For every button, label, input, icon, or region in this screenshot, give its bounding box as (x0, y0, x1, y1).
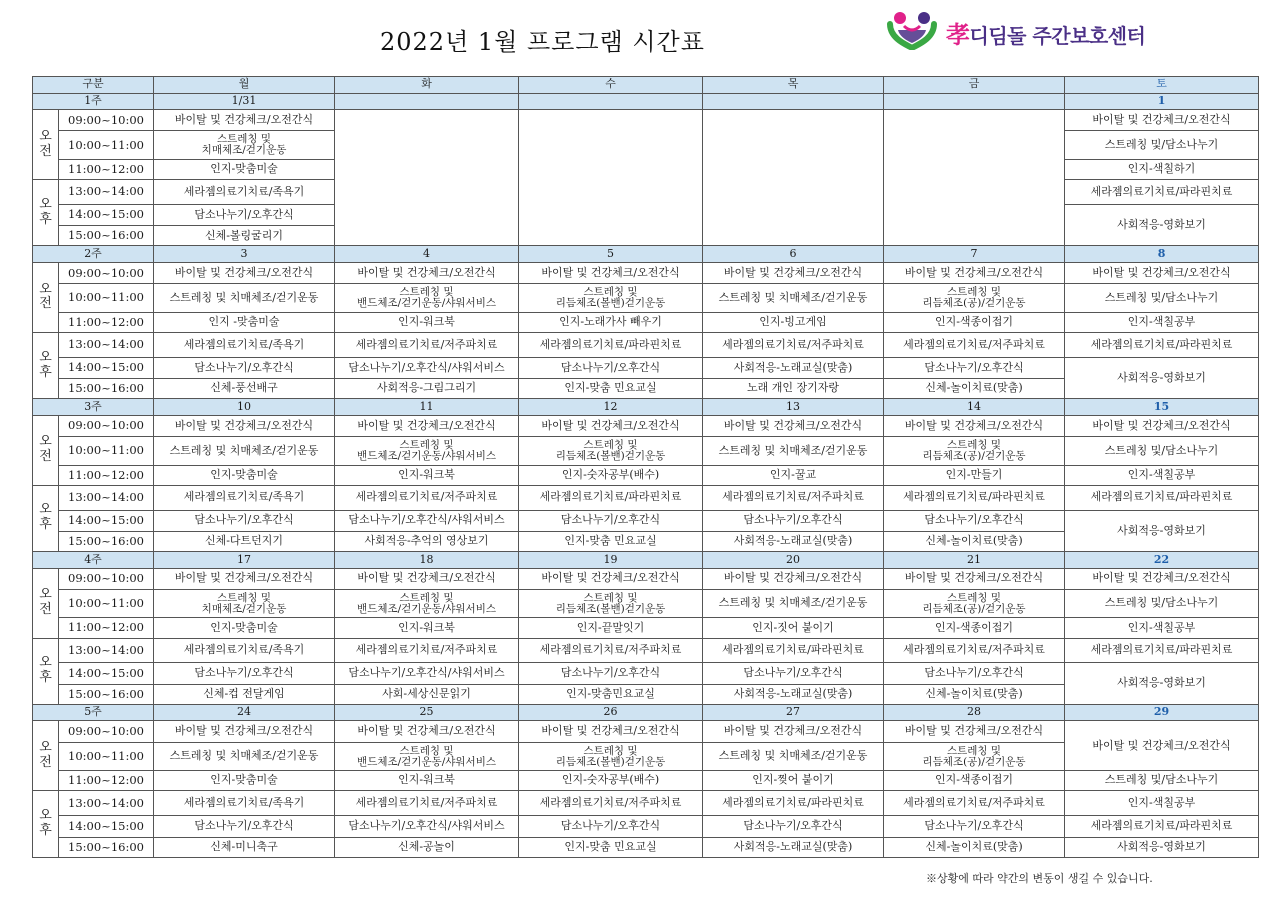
day-date: 6 (703, 246, 884, 263)
header-day: 월 (154, 77, 335, 94)
program-cell (884, 742, 1065, 770)
program-text: 밴드체조/걷기운동/샤워서비스 (357, 297, 496, 310)
heart-people-logo-icon (884, 10, 940, 54)
header-day: 화 (335, 77, 519, 94)
program-text: 리듬체조(볼밴)걷기운동 (555, 297, 666, 310)
program-cell: 세라젬의료기치료/파라핀치료 (1065, 180, 1259, 205)
time-row (33, 110, 1259, 131)
program-cell: 담소나누기/오후간식 (519, 663, 703, 684)
header-category: 구분 (33, 77, 154, 94)
program-cell: 담소나누기/오후간식 (884, 663, 1065, 684)
program-cell: 세라젬의료기치료/저주파치료 (703, 332, 884, 357)
time-slot: 13:00~14:00 (59, 180, 154, 205)
empty-cell (335, 110, 519, 246)
program-cell (335, 589, 519, 617)
program-cell: 담소나누기/오후간식 (519, 816, 703, 837)
time-slot: 13:00~14:00 (59, 485, 154, 510)
program-text: 스트레칭 및 (399, 744, 454, 757)
time-row (33, 721, 1259, 742)
program-text: 스트레칭 및 (399, 591, 454, 604)
program-cell: 담소나누기/오후간식 (703, 510, 884, 531)
program-cell (519, 284, 703, 312)
program-cell: 담소나누기/오후간식 (884, 357, 1065, 378)
program-cell: 담소나누기/오후간식/샤워서비스 (335, 357, 519, 378)
program-cell: 사회적응-영화보기 (1065, 663, 1259, 704)
page-title: 2022년 1월 프로그램 시간표 (380, 28, 705, 56)
program-text: 스트레칭 및 (583, 591, 638, 604)
schedule-table (32, 76, 1259, 858)
time-slot: 13:00~14:00 (59, 638, 154, 663)
program-cell: 세라젬의료기치료/파라핀치료 (884, 485, 1065, 510)
program-cell: 스트레칭 및/담소나누기 (1065, 131, 1259, 159)
time-row (33, 618, 1259, 638)
program-cell: 인지-맞춤 민요교실 (519, 837, 703, 857)
time-slot: 09:00~10:00 (59, 415, 154, 436)
time-row (33, 568, 1259, 589)
day-date: 24 (154, 704, 335, 721)
program-cell: 바이탈 및 건강체크/오전간식 (154, 110, 335, 131)
program-cell: 담소나누기/오후간식/샤워서비스 (335, 816, 519, 837)
program-cell: 세라젬의료기치료/저주파치료 (884, 638, 1065, 663)
program-cell: 스트레칭 및 치매체조/걷기운동 (703, 437, 884, 465)
program-cell: 바이탈 및 건강체크/오전간식 (1065, 568, 1259, 589)
empty-cell (884, 110, 1065, 246)
program-cell: 인지-색칠공부 (1065, 791, 1259, 816)
program-cell (335, 284, 519, 312)
program-text: 스트레칭 및 (216, 133, 272, 146)
time-slot: 14:00~15:00 (59, 357, 154, 378)
program-cell: 담소나누기/오후간식 (703, 816, 884, 837)
program-cell: 인지-숫자공부(배수) (519, 465, 703, 485)
week-label: 5주 (33, 704, 154, 721)
day-date: 28 (884, 704, 1065, 721)
program-cell: 사회적응-노래교실(맞춤) (703, 357, 884, 378)
program-text: 리듬체조(공)/걷기운동 (922, 755, 1026, 768)
time-slot: 15:00~16:00 (59, 684, 154, 704)
day-date: 26 (519, 704, 703, 721)
am-label: 오 전 (33, 110, 59, 180)
program-cell (519, 589, 703, 617)
day-date: 17 (154, 552, 335, 569)
time-row (33, 437, 1259, 465)
program-cell: 인지-노래가사 빼우기 (519, 312, 703, 332)
time-row (33, 589, 1259, 617)
program-cell: 신체-풍선배구 (154, 379, 335, 399)
program-cell: 바이탈 및 건강체크/오전간식 (519, 262, 703, 283)
program-cell: 신체-다트던지기 (154, 531, 335, 551)
program-cell: 세라젬의료기치료/저주파치료 (335, 485, 519, 510)
program-cell: 바이탈 및 건강체크/오전간식 (335, 568, 519, 589)
program-cell: 신체-미니축구 (154, 837, 335, 857)
program-cell: 스트레칭 및 치매체조/걷기운동 (154, 742, 335, 770)
time-slot: 10:00~11:00 (59, 284, 154, 312)
program-cell: 사회적응-영화보기 (1065, 510, 1259, 551)
day-date: 15 (1065, 399, 1259, 416)
program-cell: 인지-맞춤미술 (154, 618, 335, 638)
program-cell: 스트레칭 및/담소나누기 (1065, 589, 1259, 617)
program-cell: 바이탈 및 건강체크/오전간식 (335, 262, 519, 283)
program-cell: 바이탈 및 건강체크/오전간식 (335, 415, 519, 436)
program-cell: 세라젬의료기치료/저주파치료 (703, 485, 884, 510)
program-cell: 바이탈 및 건강체크/오전간식 (884, 262, 1065, 283)
program-cell: 사회적응-노래교실(맞춤) (703, 837, 884, 857)
pm-label: 오 후 (33, 791, 59, 858)
program-cell: 바이탈 및 건강체크/오전간식 (1065, 262, 1259, 283)
program-cell: 세라젬의료기치료/파라핀치료 (1065, 485, 1259, 510)
program-cell: 바이탈 및 건강체크/오전간식 (1065, 415, 1259, 436)
program-cell: 사회적응-영화보기 (1065, 837, 1259, 857)
program-cell: 세라젬의료기치료/파라핀치료 (1065, 332, 1259, 357)
program-cell: 인지-색칠공부 (1065, 465, 1259, 485)
header-day: 목 (703, 77, 884, 94)
program-cell: 바이탈 및 건강체크/오전간식 (703, 568, 884, 589)
time-slot: 15:00~16:00 (59, 531, 154, 551)
time-row (33, 510, 1259, 531)
program-cell: 신체-놀이치료(맞춤) (884, 684, 1065, 704)
program-cell: 스트레칭 및 치매체조/걷기운동 (703, 284, 884, 312)
time-slot: 14:00~15:00 (59, 663, 154, 684)
program-text: 밴드체조/걷기운동/샤워서비스 (357, 755, 496, 768)
day-date: 11 (335, 399, 519, 416)
program-cell: 인지-맞춤민요교실 (519, 684, 703, 704)
day-date: 4 (335, 246, 519, 263)
program-cell: 세라젬의료기치료/파라핀치료 (519, 332, 703, 357)
time-row (33, 357, 1259, 378)
program-cell: 세라젬의료기치료/파라핀치료 (1065, 816, 1259, 837)
day-date: 5 (519, 246, 703, 263)
empty-cell (703, 110, 884, 246)
week-row (33, 93, 1259, 110)
program-cell: 세라젬의료기치료/저주파치료 (335, 332, 519, 357)
time-slot: 11:00~12:00 (59, 159, 154, 179)
time-slot: 14:00~15:00 (59, 510, 154, 531)
program-cell: 인지-워크북 (335, 618, 519, 638)
week-row (33, 704, 1259, 721)
pm-label: 오 후 (33, 638, 59, 704)
program-cell: 인지 -맞춤미술 (154, 312, 335, 332)
program-cell: 세라젬의료기치료/저주파치료 (335, 638, 519, 663)
program-cell: 바이탈 및 건강체크/오전간식 (154, 721, 335, 742)
program-text: 리듬체조(공)/걷기운동 (922, 602, 1026, 615)
program-text: 스트레칭 및 (946, 744, 1002, 757)
time-slot: 10:00~11:00 (59, 131, 154, 159)
time-row (33, 284, 1259, 312)
day-date: 29 (1065, 704, 1259, 721)
time-row (33, 837, 1259, 857)
week-row (33, 399, 1259, 416)
time-slot: 13:00~14:00 (59, 332, 154, 357)
program-cell: 인지-숫자공부(배수) (519, 771, 703, 791)
program-text: 리듬체조(볼밴)걷기운동 (555, 755, 666, 768)
program-text: 치매체조/걷기운동 (201, 602, 287, 615)
program-cell: 바이탈 및 건강체크/오전간식 (703, 415, 884, 436)
program-cell: 스트레칭 및/담소나누기 (1065, 771, 1259, 791)
program-cell: 바이탈 및 건강체크/오전간식 (519, 568, 703, 589)
program-cell: 인지-색종이접기 (884, 771, 1065, 791)
program-cell: 신체-컵 전달게임 (154, 684, 335, 704)
week-label: 4주 (33, 552, 154, 569)
day-date: 10 (154, 399, 335, 416)
week-label: 3주 (33, 399, 154, 416)
day-date: 14 (884, 399, 1065, 416)
am-label: 오 전 (33, 568, 59, 638)
am-label: 오 전 (33, 415, 59, 485)
day-date (884, 93, 1065, 110)
program-text: 치매체조/걷기운동 (201, 144, 287, 157)
program-cell: 담소나누기/오후간식 (154, 663, 335, 684)
week-row (33, 552, 1259, 569)
program-cell: 세라젬의료기치료/파라핀치료 (703, 791, 884, 816)
program-cell: 담소나누기/오후간식/샤워서비스 (335, 663, 519, 684)
time-slot: 10:00~11:00 (59, 589, 154, 617)
program-cell: 인지-색종이접기 (884, 618, 1065, 638)
time-slot: 11:00~12:00 (59, 618, 154, 638)
program-text: 리듬체조(공)/걷기운동 (922, 449, 1026, 462)
program-cell: 바이탈 및 건강체크/오전간식 (1065, 110, 1259, 131)
time-slot: 10:00~11:00 (59, 437, 154, 465)
time-row (33, 465, 1259, 485)
program-cell: 인지-워크북 (335, 771, 519, 791)
program-cell: 신체-볼링굴리기 (154, 226, 335, 246)
program-cell: 인지-만들기 (884, 465, 1065, 485)
program-cell: 인지-맞춤미술 (154, 771, 335, 791)
header-day: 수 (519, 77, 703, 94)
program-text: 스트레칭 및 (583, 744, 638, 757)
footnote: ※상황에 따라 약간의 변동이 생길 수 있습니다. (926, 872, 1153, 885)
program-cell: 바이탈 및 건강체크/오전간식 (335, 721, 519, 742)
program-cell: 신체-놀이치료(맞춤) (884, 837, 1065, 857)
program-cell: 바이탈 및 건강체크/오전간식 (703, 262, 884, 283)
pm-label: 오 후 (33, 485, 59, 551)
program-cell: 담소나누기/오후간식 (884, 510, 1065, 531)
program-cell: 인지-워크북 (335, 465, 519, 485)
program-cell: 바이탈 및 건강체크/오전간식 (884, 415, 1065, 436)
header-day: 금 (884, 77, 1065, 94)
program-cell: 세라젬의료기치료/파라핀치료 (1065, 638, 1259, 663)
program-cell: 인지-꿀교 (703, 465, 884, 485)
program-cell: 담소나누기/오후간식 (519, 510, 703, 531)
day-date: 1 (1065, 93, 1259, 110)
time-slot: 14:00~15:00 (59, 816, 154, 837)
program-cell: 담소나누기/오후간식 (154, 510, 335, 531)
program-cell (335, 437, 519, 465)
program-text: 스트레칭 및 (216, 591, 272, 604)
program-cell (335, 742, 519, 770)
program-cell: 세라젬의료기치료/족욕기 (154, 180, 335, 205)
header-row (33, 77, 1259, 94)
program-cell: 사회적응-노래교실(맞춤) (703, 684, 884, 704)
time-row (33, 771, 1259, 791)
program-cell: 세라젬의료기치료/저주파치료 (884, 791, 1065, 816)
time-slot: 10:00~11:00 (59, 742, 154, 770)
program-cell (884, 284, 1065, 312)
time-slot: 13:00~14:00 (59, 791, 154, 816)
program-cell: 인지-색칠공부 (1065, 312, 1259, 332)
time-slot: 11:00~12:00 (59, 312, 154, 332)
week-label: 1주 (33, 93, 154, 110)
day-date: 22 (1065, 552, 1259, 569)
time-row (33, 791, 1259, 816)
am-label: 오 전 (33, 262, 59, 332)
program-text: 스트레칭 및 (583, 438, 638, 451)
program-cell: 담소나누기/오후간식 (703, 663, 884, 684)
program-text: 리듬체조(볼밴)걷기운동 (555, 602, 666, 615)
program-cell: 스트레칭 및/담소나누기 (1065, 437, 1259, 465)
time-row (33, 262, 1259, 283)
program-cell: 담소나누기/오후간식 (154, 204, 335, 225)
program-text: 스트레칭 및 (399, 286, 454, 299)
program-cell: 인지-색칠하기 (1065, 159, 1259, 179)
time-slot: 15:00~16:00 (59, 837, 154, 857)
time-slot: 11:00~12:00 (59, 465, 154, 485)
program-cell: 신체-놀이치료(맞춤) (884, 379, 1065, 399)
program-text: 스트레칭 및 (399, 438, 454, 451)
day-date: 3 (154, 246, 335, 263)
program-cell: 인지-맞춤 민요교실 (519, 379, 703, 399)
day-date (519, 93, 703, 110)
time-row (33, 312, 1259, 332)
time-slot: 09:00~10:00 (59, 721, 154, 742)
program-cell: 인지-워크북 (335, 312, 519, 332)
program-cell: 스트레칭 및/담소나누기 (1065, 284, 1259, 312)
program-text: 밴드체조/걷기운동/샤워서비스 (357, 449, 496, 462)
program-text: 밴드체조/걷기운동/샤워서비스 (357, 602, 496, 615)
program-cell: 담소나누기/오후간식 (154, 357, 335, 378)
time-slot: 15:00~16:00 (59, 379, 154, 399)
program-cell: 인지-짓어 붙이기 (703, 618, 884, 638)
day-date: 19 (519, 552, 703, 569)
program-cell: 바이탈 및 건강체크/오전간식 (884, 568, 1065, 589)
program-cell (154, 131, 335, 159)
program-text: 스트레칭 및 (946, 286, 1002, 299)
time-row (33, 663, 1259, 684)
program-cell: 인지-찢어 붙이기 (703, 771, 884, 791)
program-cell (884, 437, 1065, 465)
program-text: 스트레칭 및 (583, 286, 638, 299)
program-cell: 스트레칭 및 치매체조/걷기운동 (703, 742, 884, 770)
program-cell: 세라젬의료기치료/족욕기 (154, 791, 335, 816)
program-cell (154, 589, 335, 617)
program-cell: 인지-색칠공부 (1065, 618, 1259, 638)
center-logo (884, 10, 1145, 54)
program-cell: 사회적응-그림그리기 (335, 379, 519, 399)
program-cell: 노래 개인 장기자랑 (703, 379, 884, 399)
program-cell: 인지-맞춤 민요교실 (519, 531, 703, 551)
program-cell: 사회적응-영화보기 (1065, 357, 1259, 398)
pm-label: 오 후 (33, 180, 59, 246)
day-date (703, 93, 884, 110)
program-cell: 담소나누기/오후간식/샤워서비스 (335, 510, 519, 531)
time-row (33, 485, 1259, 510)
day-date: 7 (884, 246, 1065, 263)
time-slot: 14:00~15:00 (59, 204, 154, 225)
program-cell: 인지-끝말잇기 (519, 618, 703, 638)
program-cell: 사회-세상신문읽기 (335, 684, 519, 704)
program-cell: 스트레칭 및 치매체조/걷기운동 (154, 437, 335, 465)
time-row (33, 332, 1259, 357)
program-text: 리듬체조(볼밴)걷기운동 (555, 449, 666, 462)
program-cell: 담소나누기/오후간식 (519, 357, 703, 378)
day-date: 18 (335, 552, 519, 569)
program-cell: 인지-색종이접기 (884, 312, 1065, 332)
day-date: 25 (335, 704, 519, 721)
program-cell: 바이탈 및 건강체크/오전간식 (154, 568, 335, 589)
time-slot: 15:00~16:00 (59, 226, 154, 246)
program-cell: 세라젬의료기치료/족욕기 (154, 485, 335, 510)
program-cell: 바이탈 및 건강체크/오전간식 (519, 721, 703, 742)
program-cell: 스트레칭 및 치매체조/걷기운동 (154, 284, 335, 312)
week-label: 2주 (33, 246, 154, 263)
program-cell: 세라젬의료기치료/저주파치료 (519, 638, 703, 663)
program-cell: 세라젬의료기치료/파라핀치료 (519, 485, 703, 510)
program-cell: 담소나누기/오후간식 (884, 816, 1065, 837)
program-cell (884, 589, 1065, 617)
program-cell: 담소나누기/오후간식 (154, 816, 335, 837)
program-cell: 세라젬의료기치료/파라핀치료 (703, 638, 884, 663)
program-cell: 인지-맞춤미술 (154, 465, 335, 485)
day-date: 1/31 (154, 93, 335, 110)
time-row (33, 816, 1259, 837)
program-cell: 세라젬의료기치료/족욕기 (154, 638, 335, 663)
program-cell: 바이탈 및 건강체크/오전간식 (154, 262, 335, 283)
header-day: 토 (1065, 77, 1259, 94)
program-text: 리듬체조(공)/걷기운동 (922, 297, 1026, 310)
day-date: 8 (1065, 246, 1259, 263)
program-cell: 세라젬의료기치료/족욕기 (154, 332, 335, 357)
time-slot: 09:00~10:00 (59, 568, 154, 589)
program-cell: 사회적응-노래교실(맞춤) (703, 531, 884, 551)
day-date: 27 (703, 704, 884, 721)
program-cell: 인지-맞춤미술 (154, 159, 335, 179)
program-cell: 바이탈 및 건강체크/오전간식 (884, 721, 1065, 742)
week-row (33, 246, 1259, 263)
empty-cell (519, 110, 703, 246)
day-date: 13 (703, 399, 884, 416)
program-cell: 세라젬의료기치료/저주파치료 (884, 332, 1065, 357)
program-cell: 세라젬의료기치료/저주파치료 (335, 791, 519, 816)
time-slot: 09:00~10:00 (59, 110, 154, 131)
program-cell: 사회적응-영화보기 (1065, 204, 1259, 245)
program-cell (519, 742, 703, 770)
program-cell: 신체-놀이치료(맞춤) (884, 531, 1065, 551)
day-date: 12 (519, 399, 703, 416)
am-label: 오 전 (33, 721, 59, 791)
center-name: 孝디딤돌 주간보호센터 (946, 20, 1146, 49)
program-cell: 사회적응-추억의 영상보기 (335, 531, 519, 551)
time-row (33, 638, 1259, 663)
time-slot: 11:00~12:00 (59, 771, 154, 791)
program-cell (519, 437, 703, 465)
program-text: 스트레칭 및 (946, 438, 1002, 451)
day-date (335, 93, 519, 110)
program-cell: 바이탈 및 건강체크/오전간식 (1065, 721, 1259, 771)
program-cell: 바이탈 및 건강체크/오전간식 (154, 415, 335, 436)
program-cell: 세라젬의료기치료/저주파치료 (519, 791, 703, 816)
day-date: 20 (703, 552, 884, 569)
time-row (33, 415, 1259, 436)
pm-label: 오 후 (33, 332, 59, 398)
program-cell: 바이탈 및 건강체크/오전간식 (703, 721, 884, 742)
program-text: 스트레칭 및 (946, 591, 1002, 604)
program-cell: 신체-공놀이 (335, 837, 519, 857)
day-date: 21 (884, 552, 1065, 569)
program-cell: 바이탈 및 건강체크/오전간식 (519, 415, 703, 436)
program-cell: 스트레칭 및 치매체조/걷기운동 (703, 589, 884, 617)
time-slot: 09:00~10:00 (59, 262, 154, 283)
program-cell: 인지-빙고게임 (703, 312, 884, 332)
